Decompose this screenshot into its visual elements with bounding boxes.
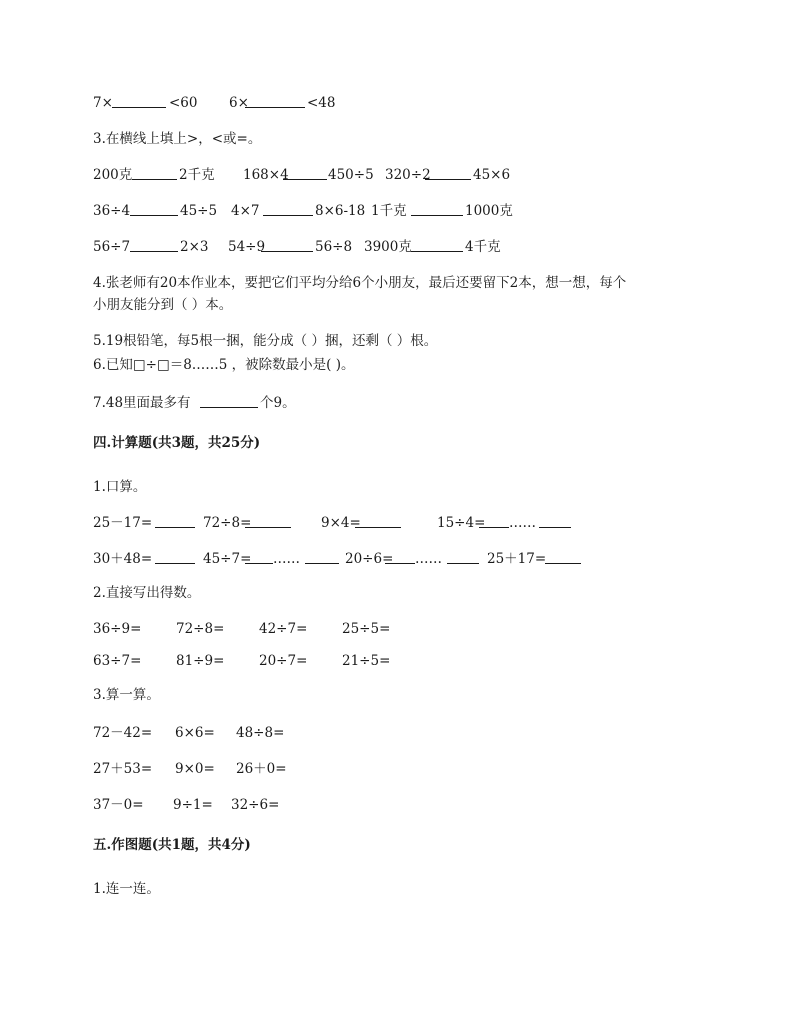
expr-text: 25－17= (93, 515, 153, 531)
q4-line-1: 4.张老师有20本作业本，要把它们平均分给6个小朋友，最后还要留下2本，想一想，每个 (93, 275, 627, 291)
section-5-heading: 五.作图题(共1题，共4分) (93, 837, 251, 853)
expr-text: 63÷7= (93, 653, 142, 669)
expr-text: 54÷9 (228, 239, 266, 255)
answer-blank[interactable] (355, 514, 401, 528)
expr-text: 4千克 (465, 239, 501, 255)
expr-text: 9×0= (175, 761, 215, 777)
expr-text: 9×4= (321, 515, 361, 531)
answer-blank[interactable] (130, 202, 178, 216)
expr-text: 3900克 (364, 239, 412, 255)
remainder-dots: …… (415, 551, 442, 567)
expr-text: 26＋0= (236, 761, 287, 777)
answer-blank[interactable] (155, 550, 195, 564)
s4-p1-title: 1.口算。 (93, 479, 147, 495)
expr-text: 27＋53= (93, 761, 153, 777)
expr-text: 2×3 (180, 239, 209, 255)
expr-text: 81÷9= (176, 653, 225, 669)
answer-blank[interactable] (545, 550, 581, 564)
answer-blank[interactable] (479, 514, 509, 528)
expr-text: 1000克 (465, 203, 513, 219)
q6-text: 6.已知□÷□＝8……5 ，被除数最小是( )。 (93, 357, 355, 373)
expr-text: 20÷6= (345, 551, 394, 567)
expr-text: 45÷7= (203, 551, 252, 567)
s4-p2-title: 2.直接写出得数。 (93, 585, 201, 601)
expr-text: 36÷4 (93, 203, 131, 219)
expr-text: 168×4 (243, 167, 289, 183)
s4-p3-title: 3.算一算。 (93, 687, 160, 703)
expr-text: 56÷7 (93, 239, 131, 255)
answer-blank[interactable] (130, 238, 178, 252)
answer-blank[interactable] (263, 202, 313, 216)
q7-text: 个9。 (260, 395, 296, 411)
expr-text: 450÷5 (328, 167, 374, 183)
answer-blank[interactable] (112, 94, 166, 108)
q3-title: 3.在横线上填上>，<或=。 (93, 131, 262, 147)
expr-text: 15÷4= (437, 515, 486, 531)
expr-text: 4×7 (231, 203, 260, 219)
q4-line-2: 小朋友能分到（ ）本。 (93, 297, 233, 313)
answer-blank[interactable] (261, 238, 313, 252)
section-4-heading: 四.计算题(共3题，共25分) (93, 435, 261, 451)
expr-text: 200克 (93, 167, 133, 183)
expr-text: 8×6-18 (315, 203, 366, 219)
expr-text: 30＋48= (93, 551, 153, 567)
answer-blank[interactable] (385, 550, 415, 564)
expr-text: 42÷7= (259, 621, 308, 637)
q5-text: 5.19根铅笔，每5根一捆，能分成（ ）捆，还剩（ ）根。 (93, 333, 438, 349)
expr-text: 72÷8= (203, 515, 252, 531)
expr-text: 32÷6= (231, 797, 280, 813)
expr-text: 6×6= (175, 725, 215, 741)
expr-text: 45×6 (473, 167, 511, 183)
expr-text: 9÷1= (173, 797, 213, 813)
expr-text: 72÷8= (176, 621, 225, 637)
remainder-dots: …… (273, 551, 300, 567)
remainder-dots: …… (509, 515, 536, 531)
expr-text: 36÷9= (93, 621, 142, 637)
q7-text: 7.48里面最多有 (93, 395, 191, 411)
expr-text: 45÷5 (180, 203, 218, 219)
answer-blank[interactable] (155, 514, 195, 528)
expr-text: <60 (169, 95, 198, 111)
s5-p1-title: 1.连一连。 (93, 881, 160, 897)
answer-blank[interactable] (283, 166, 327, 180)
expr-text: 320÷2 (385, 167, 431, 183)
expr-text: 6× (229, 95, 249, 111)
expr-text: 72－42= (93, 725, 153, 741)
expr-text: 20÷7= (259, 653, 308, 669)
expr-text: 2千克 (179, 167, 215, 183)
expr-text: 56÷8 (315, 239, 353, 255)
answer-blank[interactable] (447, 550, 479, 564)
answer-blank[interactable] (539, 514, 571, 528)
expr-text: 1千克 (371, 203, 407, 219)
expr-text: 25÷5= (342, 621, 391, 637)
expr-text: <48 (307, 95, 336, 111)
expr-text: 21÷5= (342, 653, 391, 669)
answer-blank[interactable] (200, 394, 258, 408)
expr-text: 7× (93, 95, 113, 111)
answer-blank[interactable] (305, 550, 339, 564)
answer-blank[interactable] (245, 94, 305, 108)
expr-text: 48÷8= (236, 725, 285, 741)
answer-blank[interactable] (245, 514, 291, 528)
expr-text: 37－0= (93, 797, 144, 813)
answer-blank[interactable] (411, 238, 463, 252)
expr-text: 25＋17= (487, 551, 547, 567)
answer-blank[interactable] (132, 166, 177, 180)
answer-blank[interactable] (245, 550, 273, 564)
answer-blank[interactable] (411, 202, 463, 216)
answer-blank[interactable] (425, 166, 471, 180)
